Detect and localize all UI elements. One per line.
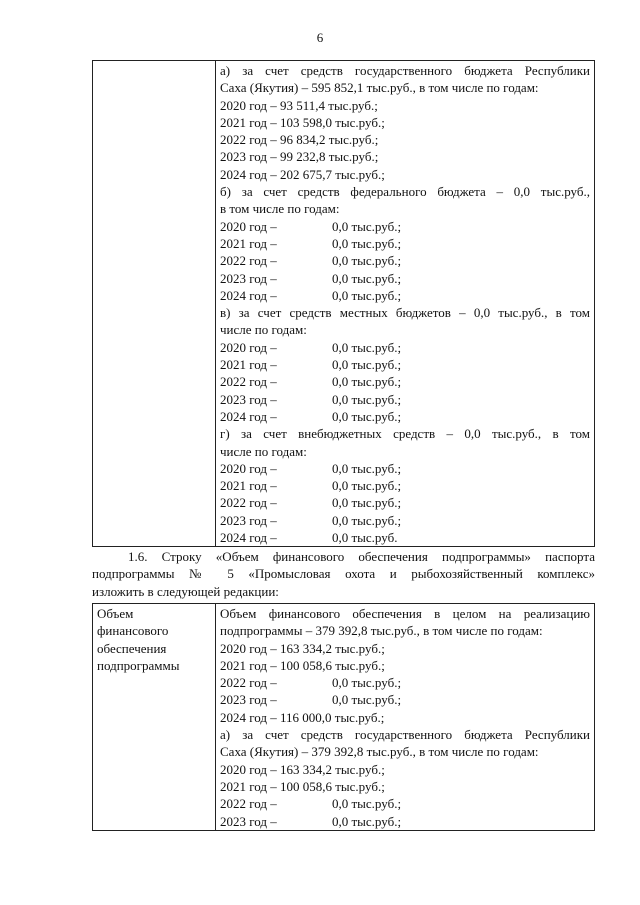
year-label: 2024 год – bbox=[220, 530, 277, 546]
year-label: 2022 год – bbox=[220, 675, 277, 691]
amount-value: 0,0 тыс.руб.; bbox=[332, 391, 402, 407]
table2-left-cell bbox=[93, 604, 216, 831]
year-amount-line bbox=[220, 235, 590, 252]
year-amount-line bbox=[220, 674, 590, 691]
text-line: б) за счет средств федерального бюджета – 0,0 тыс.руб., bbox=[220, 184, 590, 200]
text-line: 2021 год – 100 058,6 тыс.руб.; bbox=[220, 778, 385, 794]
amount-value: 0,0 тыс.руб. bbox=[332, 530, 398, 546]
year-label: 2021 год – bbox=[220, 357, 277, 373]
subprogram-financing-table bbox=[92, 603, 595, 831]
year-amount-line bbox=[220, 356, 590, 373]
text-line: 2021 год – 100 058,6 тыс.руб.; bbox=[220, 657, 385, 673]
amount-value: 0,0 тыс.руб.; bbox=[332, 460, 402, 476]
year-label: 2023 год – bbox=[220, 270, 277, 286]
year-label: 2020 год – bbox=[220, 218, 277, 234]
text-line: числе по годам: bbox=[220, 322, 307, 338]
text-line: а) за счет средств государственного бюджета Республики bbox=[220, 727, 590, 743]
year-label: 2022 год – bbox=[220, 253, 277, 269]
amount-value: 0,0 тыс.руб.; bbox=[332, 675, 402, 691]
paragraph-line: подпрограммы № 5 «Промысловая охота и рыбохозяйственный комплекс» bbox=[92, 566, 595, 582]
amount-value: 0,0 тыс.руб.; bbox=[332, 495, 402, 511]
amendment-paragraph bbox=[92, 548, 595, 600]
text-line: 2024 год – 202 675,7 тыс.руб.; bbox=[220, 166, 385, 182]
year-amount-line bbox=[220, 460, 590, 477]
year-label: 2022 год – bbox=[220, 374, 277, 390]
text-line: 2021 год – 103 598,0 тыс.руб.; bbox=[220, 114, 385, 130]
year-label: 2021 год – bbox=[220, 478, 277, 494]
amount-value: 0,0 тыс.руб.; bbox=[332, 512, 402, 528]
text-line: 2020 год – 163 334,2 тыс.руб.; bbox=[220, 761, 385, 777]
amount-value: 0,0 тыс.руб.; bbox=[332, 235, 402, 251]
amount-value: 0,0 тыс.руб.; bbox=[332, 287, 402, 303]
text-line: числе по годам: bbox=[220, 443, 307, 459]
table1-right-cell bbox=[216, 61, 595, 547]
table-row bbox=[93, 604, 595, 831]
text-line: в том числе по годам: bbox=[220, 201, 340, 217]
table2-right-cell bbox=[216, 604, 595, 831]
text-line: а) за счет средств государственного бюджета Республики bbox=[220, 63, 590, 78]
page-number: 6 bbox=[316, 30, 324, 45]
text-line: Саха (Якутия) – 379 392,8 тыс.руб., в том числе по годам: bbox=[220, 744, 539, 760]
year-amount-line bbox=[220, 287, 590, 304]
year-amount-line bbox=[220, 373, 590, 390]
amount-value: 0,0 тыс.руб.; bbox=[332, 692, 402, 708]
year-label: 2023 год – bbox=[220, 692, 277, 708]
table-row bbox=[93, 61, 595, 547]
amount-value: 0,0 тыс.руб.; bbox=[332, 408, 402, 424]
year-amount-line bbox=[220, 391, 590, 408]
year-label: 2023 год – bbox=[220, 813, 277, 829]
year-label: 2020 год – bbox=[220, 339, 277, 355]
year-label: 2024 год – bbox=[220, 408, 277, 424]
amount-value: 0,0 тыс.руб.; bbox=[332, 218, 402, 234]
paragraph-line: 1.6. Строку «Объем финансового обеспечения подпрограммы» паспорта bbox=[128, 549, 595, 564]
amount-value: 0,0 тыс.руб.; bbox=[332, 253, 402, 269]
text-line: 2020 год – 93 511,4 тыс.руб.; bbox=[220, 97, 378, 113]
year-label: 2023 год – bbox=[220, 512, 277, 528]
amount-value: 0,0 тыс.руб.; bbox=[332, 796, 402, 812]
year-label: 2024 год – bbox=[220, 287, 277, 303]
year-amount-line bbox=[220, 477, 590, 494]
text-line: Саха (Якутия) – 595 852,1 тыс.руб., в том числе по годам: bbox=[220, 80, 539, 96]
year-amount-line bbox=[220, 218, 590, 235]
text-line: 2024 год – 116 000,0 тыс.руб.; bbox=[220, 709, 385, 725]
left-label-line: обеспечения bbox=[97, 640, 167, 656]
text-line: 2023 год – 99 232,8 тыс.руб.; bbox=[220, 149, 379, 165]
year-label: 2022 год – bbox=[220, 796, 277, 812]
left-label-line: подпрограммы bbox=[97, 657, 180, 673]
year-amount-line bbox=[220, 691, 590, 708]
paragraph-line: изложить в следующей редакции: bbox=[92, 583, 279, 599]
year-amount-line bbox=[220, 339, 590, 356]
amount-value: 0,0 тыс.руб.; bbox=[332, 339, 402, 355]
year-label: 2021 год – bbox=[220, 235, 277, 251]
year-label: 2022 год – bbox=[220, 495, 277, 511]
text-line: подпрограммы – 379 392,8 тыс.руб., в том числе по годам: bbox=[220, 623, 543, 639]
year-amount-line bbox=[220, 813, 590, 830]
financing-table-continued bbox=[92, 60, 595, 547]
left-label-line: Объем bbox=[97, 606, 134, 621]
text-line: 2022 год – 96 834,2 тыс.руб.; bbox=[220, 132, 379, 148]
table1-left-cell bbox=[93, 61, 216, 547]
year-amount-line bbox=[220, 270, 590, 287]
amount-value: 0,0 тыс.руб.; bbox=[332, 374, 402, 390]
amount-value: 0,0 тыс.руб.; bbox=[332, 270, 402, 286]
year-amount-line bbox=[220, 795, 590, 812]
year-amount-line bbox=[220, 494, 590, 511]
year-amount-line bbox=[220, 529, 590, 546]
year-amount-line bbox=[220, 408, 590, 425]
year-label: 2020 год – bbox=[220, 460, 277, 476]
amount-value: 0,0 тыс.руб.; bbox=[332, 813, 402, 829]
year-label: 2023 год – bbox=[220, 391, 277, 407]
text-line: в) за счет средств местных бюджетов – 0,0 тыс.руб., в том bbox=[220, 305, 590, 321]
year-amount-line bbox=[220, 252, 590, 269]
amount-value: 0,0 тыс.руб.; bbox=[332, 478, 402, 494]
year-amount-line bbox=[220, 512, 590, 529]
text-line: г) за счет внебюджетных средств – 0,0 тыс.руб., в том bbox=[220, 426, 590, 442]
left-label-line: финансового bbox=[97, 623, 169, 639]
amount-value: 0,0 тыс.руб.; bbox=[332, 357, 402, 373]
text-line: 2020 год – 163 334,2 тыс.руб.; bbox=[220, 640, 385, 656]
text-line: Объем финансового обеспечения в целом на реализацию bbox=[220, 606, 590, 621]
